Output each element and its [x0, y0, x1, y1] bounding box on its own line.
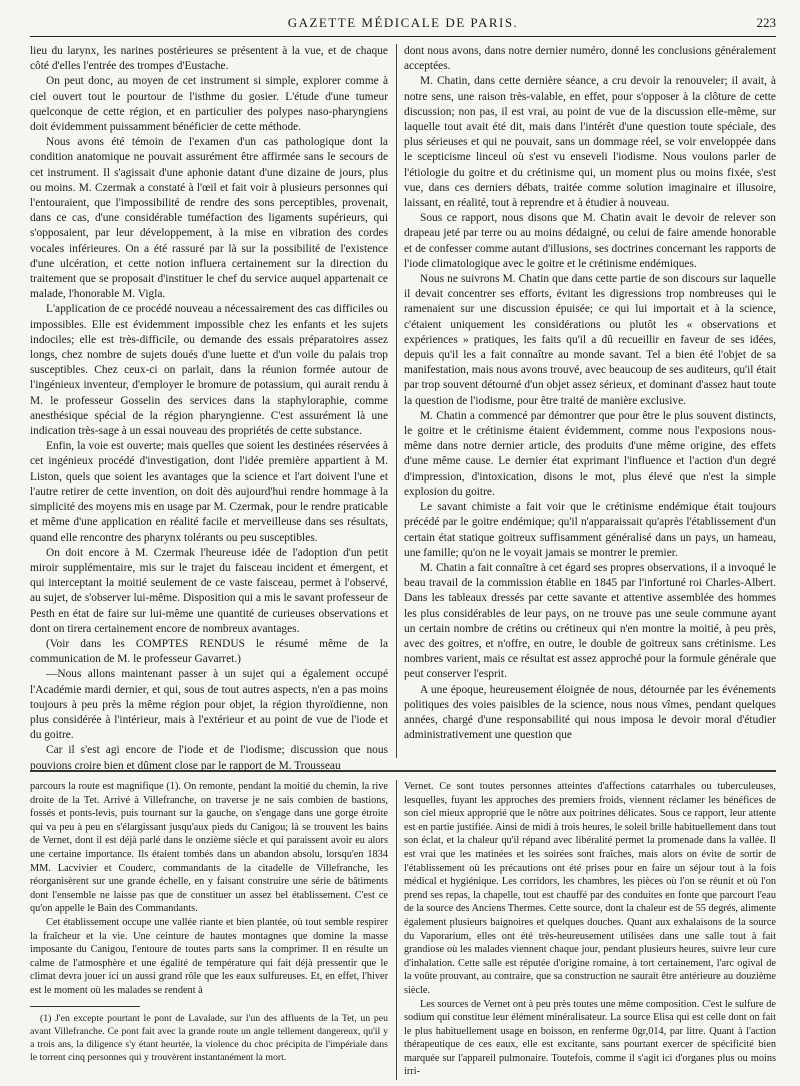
journal-title: GAZETTE MÉDICALE DE PARIS.	[287, 15, 519, 30]
footnote-rule	[30, 1006, 140, 1007]
paragraph: On doit encore à M. Czermak l'heureuse idée de l'adoption d'un petit miroir supplémentaire, mis sur le trajet du faisceau incident et émergent, et qui interceptant la moitié seulement de ce vaste faisceau, permet à l'observé, au sujet, de s'observer lui-même. Disposition qui a mis le savant professeur de Pesth en état de faire sur lui-même une quantité de curieuses observations et dont on tirera certainement encore de nombreux avantages.	[30, 546, 388, 635]
paragraph: On peut donc, au moyen de cet instrument si simple, explorer comme à ciel ouvert tout le pourtour de l'isthme du gosier. L'étude d'une tumeur quelconque de cette région, et en particulier des polypes naso-pharyngiens doit évidemment puissamment bénéficier de cette méthode.	[30, 75, 388, 134]
column-divider	[396, 780, 397, 1080]
paragraph: L'application de ce procédé nouveau a nécessairement des cas difficiles ou impossibles. Elle est évidemment impossible chez les enfants et les sujets indociles; elle est très-difficile, ou demande des essais préparatoires assez longs, chez nombre de sujets doués d'une luette et d'un voile du palais trop susceptibles. Chez ceux-ci on parlait, dans la réunion formée autour de l'ingénieux inventeur, d'employer le bromure de potassium, qui aurait rendu à M. le professeur Gosselin des services dans la staphyloraphie, comme anesthésique spécial de la région pharyngienne. C'est assurément là une indication très-sage à un essai nouveau des propriétés de cette substance.	[30, 303, 388, 438]
upper-left-column	[30, 44, 388, 772]
upper-right-column	[404, 44, 776, 758]
paragraph: Sous ce rapport, nous disons que M. Chatin avait le devoir de relever son drapeau jeté par terre ou au moins dédaigné, ou celui de faire amende honorable et de confesser comme autant d'illusions, ses doctrines concernant les rapports de l'iode climatologique avec le goitre et le crétinisme endémiques.	[404, 212, 776, 270]
paragraph: dont nous avons, dans notre dernier numéro, donné les conclusions généralement acceptées.	[404, 45, 776, 73]
paragraph: M. Chatin, dans cette dernière séance, a cru devoir la renouveler; il avait, à notre sens, une raison très-valable, en effet, pour s'opposer à la clôture de cette discussion; non pas, il est vrai, au point de vue de la discussion elle-même, sur laquelle tout avait été dit, mais dans l'intérêt d'une question toute spéciale, des plus sérieuses et qui ne pouvait, sans un dommage réel, se voir enveloppée dans le scepticisme linceul où s'est vu enseveli l'iodisme. Nous voulons parler de l'étiologie du goitre et du crétinisme qui, un moment plus ou moins fixée, s'est vue, dans ces derniers débats, traitée comme solution imaginaire et illusoire, laissant, en réalité, tout à reprendre et à étudier à nouveau.	[404, 75, 776, 210]
footnote: (1) J'en excepte pourtant le pont de Lavalade, sur l'un des affluents de la Tet, un peu avant Villefranche. Ce pont fait avec la grande route un angle tellement dangereux, qu'il y a trois ans, la diligence s'y étant heurtée, la violence du choc précipita de l'impériale dans le torrent cinq personnes qui y trouvèrent instantanément la mort.	[30, 1012, 388, 1063]
paragraph: parcours la route est magnifique (1). On remonte, pendant la moitié du chemin, la rive droite de la Tet. Arrivé à Villefranche, on traverse je ne sais combien de bastions, fossés et ponts-levis, puis tournant sur la gauche, on s'engage dans une gorge étroite qui va peu à peu en s'élargissant jusqu'aux pieds du Canigou; là se trouvent les bains de Vernet, dont il est déjà parlé dans le onzième siècle et qui paraissent avoir eu alors une certaine importance. Ils étaient tombés dans un abandon absolu, lorsqu'en 1834 MM. Lacvivier et Couderc, commandants de la citadelle de Villefranche, les réorganisèrent sur une grande échelle, en y faisant construire une série de bâtiments dont l'ensemble ne laisse pas que de constituer un assez bel établissement. C'est ce qu'on appelle le Bain des Commandants.	[30, 781, 388, 915]
paragraph: Nous ne suivrons M. Chatin que dans cette partie de son discours sur laquelle il devait concentrer ses efforts, évitant les digressions trop nombreuses qui le ramenaient sur une discussion épuisée; ce qui lui importait et à la science, c'étaient uniquement les considérations ou plutôt les « observations et expériences » pratiques, les faits qu'il a dû recueillir en faveur de ses idées, depuis qu'il les a fait connaître au monde savant. Tel a bien été l'objet de sa manifestation, mais nous avons trouvé, avec beaucoup de ses auditeurs, qu'il était par trop souvent détourné d'un objet assez sérieux, et dominant d'assez haut toute la question de l'iodisme, pour être traité de manière exclusive.	[404, 273, 776, 407]
running-header	[30, 14, 776, 37]
lower-left-column	[30, 780, 388, 1080]
paragraph: (Voir dans les COMPTES RENDUS le résumé même de la communication de M. le professeur Gavarret.)	[30, 637, 388, 666]
paragraph: lieu du larynx, les narines postérieures se présentent à la vue, et de chaque côté d'elles l'entrée des trompes d'Eustache.	[30, 45, 388, 73]
page-number: 223	[756, 15, 776, 30]
paragraph: Nous avons été témoin de l'examen d'un cas pathologique dont la condition anatomique ne pouvait assurément être affirmée sans le secours de cet instrument. Il s'agissait d'une aphonie datant d'une dizaine de jours, plus ou moins. M. Czermak a constaté à l'œil et fait voir à plusieurs personnes qui l'entouraient, que l'impossibilité de rendre des sons perceptibles, provenait, dans ce cas, d'une considérable tuméfaction des ligaments supérieurs, qui s'opposaient, par leur développement, à la mise en vibration des cordes vocales inférieures. On a été rassuré par là sur la possibilité de l'existence d'une ulcération, et cette notion influera certainement sur la direction du traitement que se proposait d'instituer le chef du service auquel appartenait ce malade, l'honorable M. Vigla.	[30, 136, 388, 301]
lower-right-column	[404, 780, 776, 1080]
paragraph: M. Chatin a commencé par démontrer que pour être le plus souvent distincts, le goitre et le crétinisme étaient évidemment, comme nous l'exposions nous-même dans notre dernier article, des produits d'une même origine, des effets d'une même cause. Le dernier état exprimant l'influence et l'action d'un degré d'impression, d'intoxication, disons le mot, plus élevé que n'est la simple explosion du goitre.	[404, 409, 776, 498]
paragraph: A une époque, heureusement éloignée de nous, détournée par les événements politiques des voies paisibles de la science, nous nous vîmes, pendant quelques années, chargé d'une responsabilité qui nous imposa le devoir moral d'étudier administrativement une question que	[404, 683, 776, 742]
paragraph: —Nous allons maintenant passer à un sujet qui a également occupé l'Académie mardi dernier, et qui, sous de tout autres aspects, n'en a pas moins toujours à peu près la même région pour objet, la région thyroïdienne, non plus considérée à l'intérieur, mais à l'extérieur et au point de vue de l'iode et du goitre.	[30, 668, 388, 742]
column-divider	[396, 44, 397, 758]
paragraph: Enfin, la voie est ouverte; mais quelles que soient les destinées réservées à cet ingénieux procédé d'investigation, dont l'idée première appartient à M. Liston, quels que soient les avantages que la science et l'art doivent l'une et l'autre retirer de cette invention, on doit dès aujourd'hui rendre hommage à la simplicité des moyens mis en usage par M. Czermak, pour le rendre praticable et même d'une application en réalité facile et merveilleuse dans ses résultats, quand elle rencontre des pharynx tolérants ou peu susceptibles.	[30, 440, 388, 544]
paragraph: Vernet. Ce sont toutes personnes atteintes d'affections catarrhales ou tuberculeuses, lesquelles, fuyant les approches des premiers froids, viennent réclamer les bénéfices de son ciel mieux approprié que le nôtre aux poitrines délicates. Sous ce rapport, leur attente est en partie justifiée. Ainsi de midi à trois heures, le soleil brille habituellement dans tout son éclat, et la chaleur qu'il répand avec libéralité permet la promenade dans la vallée. Il est vrai que les matinées et les soirées sont fraîches, mais alors on évite de sortir de l'établissement où les précautions ont été prises pour en faire un séjour tout à la fois médical et hygiénique. Les corridors, les chambres, les pièces où l'on se réunit et où l'on prend ses repas, la chapelle, tout est chauffé par des conduites en fonte que parcourt l'eau de la source des Anciens Thermes. Cette source, dont la chaleur est de 55 degrés, alimente également plusieurs baignoires et quelques douches. Quant aux exhalaisons de la source du Vaporarium, elles ont été très-heureusement utilisées dans une salle tout à fait grandiose où les malades viennent chaque jour, pendant plusieurs heures, suivre leur cure d'inhalation. Cette salle est réputée d'origine romaine, à tort certainement, l'arc ogival de la voûte prouvant, au contraire, que sa construction ne saurait être antérieure au douzième siècle.	[404, 781, 776, 996]
paragraph: Car il s'est agi encore de l'iode et de l'iodisme; discussion que nous pouvions croire bien et dûment close par le rapport de M. Trousseau	[30, 744, 388, 772]
paragraph: Le savant chimiste a fait voir que le crétinisme endémique était toujours précédé par le goitre endémique; qu'il n'apparaissait qu'après l'établissement d'un certain état statique goitreux suffisamment généralisé dans un pays, un hameau, une famille; qu'on ne le voyait jamais se montrer le premier.	[404, 501, 776, 559]
paragraph: Les sources de Vernet ont à peu près toutes une même composition. C'est le sulfure de sodium qui constitue leur élément minéralisateur. La source Elisa qui est celle dont on fait le plus habituellement usage en boisson, en renferme 0gr,014, par litre. Quant à l'action thérapeutique de ces eaux, elle est excitante, sans pourtant exercer de spécificité bien marquée sur l'appareil pulmonaire. Toutefois, comme il s'agit ici d'organes plus ou moins irri-	[404, 998, 776, 1078]
paragraph: Cet établissement occupe une vallée riante et bien plantée, où tout semble respirer la fraîcheur et la vie. Une ceinture de hautes montagnes que domine la masse imposante du Canigou, l'entoure de toutes parts sans la comprimer. Il en résulte un calme de l'atmosphère et une égalité de température qui fait déjà pressentir que le climat devra jouer ici un aussi grand rôle que les eaux sulfureuses. Et, en effet, l'hiver est le moment où les malades se rendent à	[30, 916, 388, 996]
paragraph: M. Chatin a fait connaître à cet égard ses propres observations, il a invoqué le beau travail de la commission établie en 1845 par l'infortuné roi Charles-Albert. Dans les tableaux dressés par cette savante et attentive assemblée des hommes les plus considérables de leur pays, on ne trouve pas une seule commune ayant un certain nombre de crétins ou crétineux qui n'en montre la moitié, à peu près, avec des goitres, et n'offre, en outre, le double de goitreux sans crétinisme. Les nombres varient, mais ce résultat est assez approché pour la formule générale que peut conserver l'esprit.	[404, 561, 776, 681]
section-divider	[30, 770, 776, 772]
